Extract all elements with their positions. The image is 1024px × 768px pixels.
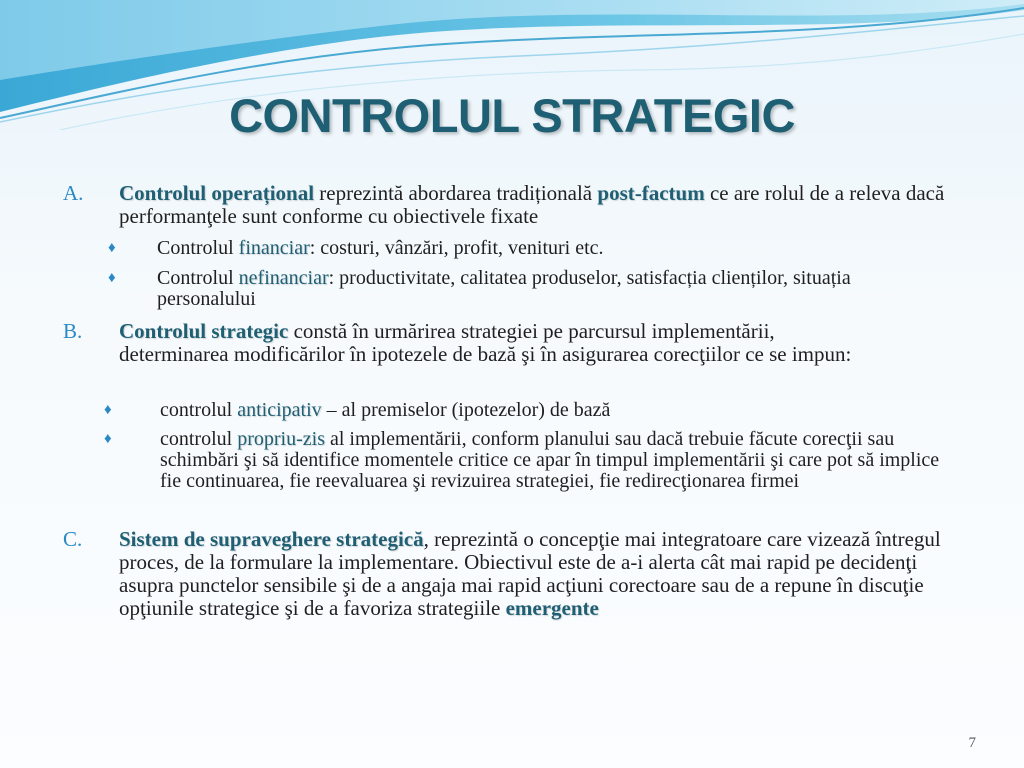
term-financial: financiar bbox=[238, 237, 310, 259]
item-c-text: , reprezintă o concepţie mai integratoare care vizează întregul proces, de la formulare la implementare. Obiectivul este de a-i alerta cât mai rapid pe decidenţi asupra punctelor sensibile şi de a angaja mai rapid acţiuni corectoare sau de a repune în discuţie opţiunile strategice şi de a favoriza strategiile bbox=[119, 527, 941, 620]
bullet-financial-prefix: Controlul bbox=[157, 237, 239, 259]
list-marker-b: B. bbox=[63, 319, 83, 343]
item-a-text bbox=[119, 182, 969, 228]
term-proper: propriu-zis bbox=[237, 428, 325, 450]
term-post-factum: post-factum bbox=[597, 181, 705, 205]
diamond-bullet-icon: ♦ bbox=[108, 270, 116, 286]
bullet-proper-prefix: controlul bbox=[160, 428, 238, 450]
diamond-bullet-icon: ♦ bbox=[108, 240, 116, 256]
term-strategic-control: Controlul strategic bbox=[119, 319, 289, 343]
term-emergent: emergente bbox=[505, 596, 599, 620]
item-b-text: constă în urmărirea strategiei pe parcursul implementării, determinarea modificărilor în ipotezele de bază şi în asigurarea corecţiilor ce se impun: bbox=[119, 319, 852, 366]
bullet-proper-suffix: al implementării, conform planului sau dacă trebuie făcute corecţii sau schimbări şi să identifice momentele critice ce apar în timpul implementării şi care pot să implice fie continuarea, fie reevaluarea şi revizuirea strategiei, fie redirecţionarea firmei bbox=[160, 428, 940, 492]
item-a-text-part2: ce are rolul de a releva dacă performanţele sunt conforme cu obiectivele fixate bbox=[119, 181, 945, 228]
page-number: 7 bbox=[968, 735, 976, 751]
bullet-nonfinancial-suffix: : productivitate, calitatea produselor, satisfacția clienților, situația personalului bbox=[157, 267, 851, 310]
bullet-financial-suffix: : costuri, vânzări, profit, venituri etc. bbox=[309, 237, 604, 259]
list-item-a bbox=[0, 182, 1024, 242]
list-marker-a: A. bbox=[63, 181, 84, 205]
term-anticipative: anticipativ bbox=[237, 399, 322, 421]
bullet-nonfinancial-prefix: Controlul bbox=[157, 267, 239, 289]
bullet-anticipative-suffix: – al premiselor (ipotezelor) de bază bbox=[321, 399, 611, 421]
list-marker-c: C. bbox=[63, 527, 83, 551]
term-strategic-surveillance: Sistem de supraveghere strategică bbox=[119, 527, 424, 551]
term-operational-control: Controlul operațional bbox=[119, 181, 315, 205]
term-nonfinancial: nefinanciar bbox=[238, 267, 329, 289]
bullet-anticipative-prefix: controlul bbox=[160, 399, 238, 421]
diamond-bullet-icon: ♦ bbox=[104, 431, 112, 447]
diamond-bullet-icon: ♦ bbox=[104, 402, 112, 418]
item-a-text-part1: reprezintă abordarea tradițională bbox=[314, 181, 598, 205]
slide-title: CONTROLUL STRATEGIC bbox=[229, 89, 795, 142]
